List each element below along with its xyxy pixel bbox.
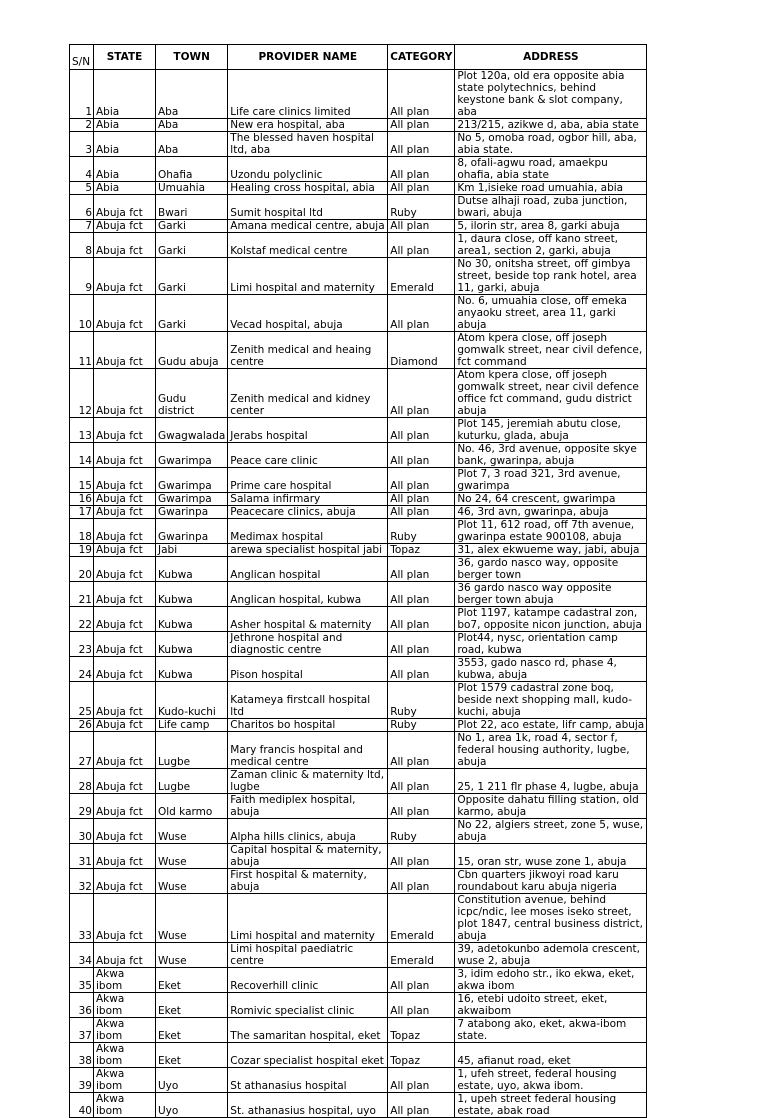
cell-sn: 30 (70, 819, 94, 844)
cell-town: Kubwa (156, 657, 228, 682)
cell-sn: 32 (70, 869, 94, 894)
cell-town: Kubwa (156, 557, 228, 582)
cell-provider-name: Amana medical centre, abuja (228, 220, 388, 233)
cell-state: Abuja fct (94, 443, 156, 468)
table-row (70, 943, 647, 968)
table-row (70, 369, 647, 418)
cell-sn: 3 (70, 132, 94, 157)
cell-provider-name: Limi hospital and maternity (228, 258, 388, 295)
cell-provider-name: Limi hospital and maternity (228, 894, 388, 943)
cell-town: Eket (156, 1043, 228, 1068)
cell-sn: 31 (70, 844, 94, 869)
cell-sn: 26 (70, 719, 94, 732)
cell-category: Emerald (388, 894, 455, 943)
cell-sn: 39 (70, 1068, 94, 1093)
cell-town: Wuse (156, 894, 228, 943)
cell-category: Topaz (388, 1043, 455, 1068)
cell-provider-name: Pison hospital (228, 657, 388, 682)
cell-state: Abuja fct (94, 369, 156, 418)
cell-provider-name: Zaman clinic & maternity ltd, lugbe (228, 769, 388, 794)
cell-provider-name: Katameya firstcall hospital ltd (228, 682, 388, 719)
table-row (70, 233, 647, 258)
cell-address: 36, gardo nasco way, opposite berger town (455, 557, 647, 582)
cell-town: Uyo (156, 1093, 228, 1118)
cell-provider-name: First hospital & maternity, abuja (228, 869, 388, 894)
cell-address: 45, afianut road, eket (455, 1043, 647, 1068)
cell-provider-name: St. athanasius hospital, uyo (228, 1093, 388, 1118)
table-row (70, 1093, 647, 1118)
cell-provider-name: The samaritan hospital, eket (228, 1018, 388, 1043)
cell-category: Ruby (388, 719, 455, 732)
table-row (70, 157, 647, 182)
cell-town: Wuse (156, 943, 228, 968)
cell-sn: 2 (70, 119, 94, 132)
table-row (70, 769, 647, 794)
cell-provider-name: Recoverhill clinic (228, 968, 388, 993)
cell-town: Umuahia (156, 182, 228, 195)
cell-state: Abuja fct (94, 769, 156, 794)
cell-town: Kubwa (156, 607, 228, 632)
cell-category: All plan (388, 732, 455, 769)
cell-sn: 14 (70, 443, 94, 468)
cell-sn: 10 (70, 295, 94, 332)
cell-address: 8, ofali-agwu road, amaekpu ohafia, abia state (455, 157, 647, 182)
cell-town: Garki (156, 220, 228, 233)
cell-provider-name: Zenith medical and kidney center (228, 369, 388, 418)
table-body (70, 70, 647, 1118)
cell-state: Akwa ibom (94, 1068, 156, 1093)
cell-address: 1, daura close, off kano street, area1, section 2, garki, abuja (455, 233, 647, 258)
cell-address: Plot 1197, katampe cadastral zon, bo7, opposite nicon junction, abuja (455, 607, 647, 632)
cell-sn: 6 (70, 195, 94, 220)
cell-sn: 1 (70, 70, 94, 119)
cell-state: Abia (94, 119, 156, 132)
cell-state: Abuja fct (94, 657, 156, 682)
cell-category: All plan (388, 493, 455, 506)
cell-sn: 13 (70, 418, 94, 443)
header-state: STATE (94, 45, 156, 70)
header-category: CATEGORY (388, 45, 455, 70)
cell-provider-name: Peacecare clinics, abuja (228, 506, 388, 519)
cell-address: Opposite dahatu filling station, old karmo, abuja (455, 794, 647, 819)
table-header (70, 45, 647, 70)
cell-address: No 5, omoba road, ogbor hill, aba, abia state. (455, 132, 647, 157)
cell-state: Akwa ibom (94, 993, 156, 1018)
cell-town: Kubwa (156, 582, 228, 607)
cell-state: Abuja fct (94, 233, 156, 258)
provider-table (69, 44, 647, 1118)
cell-town: Garki (156, 258, 228, 295)
cell-sn: 20 (70, 557, 94, 582)
cell-sn: 33 (70, 894, 94, 943)
cell-provider-name: Faith mediplex hospital, abuja (228, 794, 388, 819)
cell-town: Gwarinpa (156, 506, 228, 519)
cell-category: All plan (388, 1068, 455, 1093)
cell-category: Ruby (388, 519, 455, 544)
cell-state: Abuja fct (94, 719, 156, 732)
cell-provider-name: Prime care hospital (228, 468, 388, 493)
cell-category: Emerald (388, 258, 455, 295)
cell-category: All plan (388, 607, 455, 632)
cell-state: Abuja fct (94, 582, 156, 607)
cell-state: Abuja fct (94, 295, 156, 332)
cell-category: All plan (388, 443, 455, 468)
cell-address: 213/215, azikwe d, aba, abia state (455, 119, 647, 132)
cell-town: Gwarimpa (156, 443, 228, 468)
cell-sn: 40 (70, 1093, 94, 1118)
cell-category: Diamond (388, 332, 455, 369)
cell-sn: 17 (70, 506, 94, 519)
cell-town: Eket (156, 968, 228, 993)
cell-town: Lugbe (156, 769, 228, 794)
cell-sn: 15 (70, 468, 94, 493)
cell-address: Cbn quarters jikwoyi road karu roundabout karu abuja nigeria (455, 869, 647, 894)
table-row (70, 119, 647, 132)
cell-town: Jabi (156, 544, 228, 557)
table-row (70, 993, 647, 1018)
header-town: TOWN (156, 45, 228, 70)
cell-category: All plan (388, 557, 455, 582)
cell-town: Gudu abuja (156, 332, 228, 369)
cell-town: Gwarimpa (156, 468, 228, 493)
cell-sn: 27 (70, 732, 94, 769)
cell-state: Abuja fct (94, 195, 156, 220)
cell-state: Akwa ibom (94, 1043, 156, 1068)
cell-town: Wuse (156, 844, 228, 869)
cell-provider-name: Romivic specialist clinic (228, 993, 388, 1018)
table-row (70, 332, 647, 369)
cell-state: Abuja fct (94, 544, 156, 557)
cell-state: Akwa ibom (94, 1093, 156, 1118)
cell-town: Uyo (156, 1068, 228, 1093)
cell-state: Abuja fct (94, 258, 156, 295)
table-row (70, 295, 647, 332)
cell-sn: 25 (70, 682, 94, 719)
table-row (70, 794, 647, 819)
cell-state: Akwa ibom (94, 1018, 156, 1043)
cell-category: All plan (388, 582, 455, 607)
cell-town: Gwarinpa (156, 519, 228, 544)
cell-sn: 22 (70, 607, 94, 632)
cell-town: Garki (156, 295, 228, 332)
cell-state: Abuja fct (94, 844, 156, 869)
table-row (70, 195, 647, 220)
cell-provider-name: Asher hospital & maternity (228, 607, 388, 632)
cell-state: Abuja fct (94, 632, 156, 657)
cell-state: Abia (94, 70, 156, 119)
cell-state: Abia (94, 157, 156, 182)
cell-category: All plan (388, 632, 455, 657)
cell-sn: 16 (70, 493, 94, 506)
cell-category: All plan (388, 769, 455, 794)
cell-category: All plan (388, 506, 455, 519)
cell-address: 7 atabong ako, eket, akwa-ibom state. (455, 1018, 647, 1043)
cell-category: All plan (388, 869, 455, 894)
cell-address: No. 6, umuahia close, off emeka anyaoku street, area 11, garki abuja (455, 295, 647, 332)
cell-sn: 28 (70, 769, 94, 794)
cell-address: 15, oran str, wuse zone 1, abuja (455, 844, 647, 869)
cell-provider-name: Capital hospital & maternity, abuja (228, 844, 388, 869)
cell-state: Abuja fct (94, 794, 156, 819)
cell-town: Eket (156, 993, 228, 1018)
cell-address: 3553, gado nasco rd, phase 4, kubwa, abuja (455, 657, 647, 682)
cell-town: Kudo-kuchi (156, 682, 228, 719)
cell-category: All plan (388, 844, 455, 869)
cell-address: No 22, algiers street, zone 5, wuse, abuja (455, 819, 647, 844)
cell-address: No 1, area 1k, road 4, sector f, federal housing authority, lugbe, abuja (455, 732, 647, 769)
cell-state: Akwa ibom (94, 968, 156, 993)
table-row (70, 732, 647, 769)
cell-sn: 4 (70, 157, 94, 182)
cell-town: Wuse (156, 869, 228, 894)
cell-category: All plan (388, 369, 455, 418)
table-row (70, 493, 647, 506)
cell-state: Abuja fct (94, 819, 156, 844)
cell-state: Abuja fct (94, 519, 156, 544)
table-row (70, 506, 647, 519)
cell-provider-name: Mary francis hospital and medical centre (228, 732, 388, 769)
cell-town: Eket (156, 1018, 228, 1043)
cell-provider-name: Cozar specialist hospital eket (228, 1043, 388, 1068)
cell-address: 39, adetokunbo ademola crescent, wuse 2, abuja (455, 943, 647, 968)
cell-town: Bwari (156, 195, 228, 220)
table-row (70, 968, 647, 993)
cell-provider-name: Jerabs hospital (228, 418, 388, 443)
cell-provider-name: New era hospital, aba (228, 119, 388, 132)
cell-address: Atom kpera close, off joseph gomwalk street, near civil defence, fct command (455, 332, 647, 369)
cell-category: All plan (388, 132, 455, 157)
table-row (70, 258, 647, 295)
cell-sn: 11 (70, 332, 94, 369)
cell-state: Abuja fct (94, 332, 156, 369)
cell-address: No. 46, 3rd avenue, opposite skye bank, gwarinpa, abuja (455, 443, 647, 468)
cell-category: All plan (388, 119, 455, 132)
cell-category: All plan (388, 182, 455, 195)
cell-state: Abuja fct (94, 220, 156, 233)
cell-sn: 29 (70, 794, 94, 819)
table-row (70, 657, 647, 682)
cell-address: 31, alex ekwueme way, jabi, abuja (455, 544, 647, 557)
cell-category: All plan (388, 794, 455, 819)
cell-category: Topaz (388, 1018, 455, 1043)
table-row (70, 70, 647, 119)
table-row (70, 182, 647, 195)
cell-sn: 24 (70, 657, 94, 682)
table-row (70, 844, 647, 869)
cell-provider-name: Anglican hospital (228, 557, 388, 582)
cell-category: All plan (388, 1093, 455, 1118)
cell-provider-name: Vecad hospital, abuja (228, 295, 388, 332)
cell-sn: 19 (70, 544, 94, 557)
cell-sn: 5 (70, 182, 94, 195)
cell-town: Life camp (156, 719, 228, 732)
cell-town: Gudu district (156, 369, 228, 418)
cell-town: Kubwa (156, 632, 228, 657)
cell-provider-name: Sumit hospital ltd (228, 195, 388, 220)
cell-state: Abuja fct (94, 869, 156, 894)
cell-category: All plan (388, 157, 455, 182)
cell-provider-name: St athanasius hospital (228, 1068, 388, 1093)
cell-address: Plot 7, 3 road 321, 3rd avenue, gwarimpa (455, 468, 647, 493)
cell-category: All plan (388, 657, 455, 682)
cell-address: Plot 11, 612 road, off 7th avenue, gwarinpa estate 900108, abuja (455, 519, 647, 544)
cell-town: Lugbe (156, 732, 228, 769)
cell-provider-name: Healing cross hospital, abia (228, 182, 388, 195)
header-provider-name: PROVIDER NAME (228, 45, 388, 70)
table-row (70, 1043, 647, 1068)
cell-provider-name: Kolstaf medical centre (228, 233, 388, 258)
cell-provider-name: Medimax hospital (228, 519, 388, 544)
cell-sn: 9 (70, 258, 94, 295)
cell-address: Plot 1579 cadastral zone boq, beside next shopping mall, kudo-kuchi, abuja (455, 682, 647, 719)
cell-address: Plot 22, aco estate, lifr camp, abuja (455, 719, 647, 732)
cell-state: Abuja fct (94, 732, 156, 769)
cell-address: Constitution avenue, behind icpc/ndic, lee moses iseko street, plot 1847, central business district, abuja (455, 894, 647, 943)
cell-address: 16, etebi udoito street, eket, akwaibom (455, 993, 647, 1018)
cell-category: All plan (388, 295, 455, 332)
table-row (70, 443, 647, 468)
cell-category: All plan (388, 468, 455, 493)
cell-address: Km 1,isieke road umuahia, abia (455, 182, 647, 195)
table-row (70, 418, 647, 443)
table-row (70, 607, 647, 632)
cell-category: All plan (388, 70, 455, 119)
cell-provider-name: Limi hospital paediatric centre (228, 943, 388, 968)
table-row (70, 682, 647, 719)
table-row (70, 1068, 647, 1093)
cell-sn: 23 (70, 632, 94, 657)
table-row (70, 1018, 647, 1043)
cell-provider-name: Uzondu polyclinic (228, 157, 388, 182)
cell-address: Plot44, nysc, orientation camp road, kubwa (455, 632, 647, 657)
table-row (70, 519, 647, 544)
cell-address: 46, 3rd avn, gwarinpa, abuja (455, 506, 647, 519)
cell-state: Abuja fct (94, 418, 156, 443)
table-row (70, 557, 647, 582)
cell-category: Emerald (388, 943, 455, 968)
cell-state: Abuja fct (94, 943, 156, 968)
cell-state: Abuja fct (94, 557, 156, 582)
cell-town: Old karmo (156, 794, 228, 819)
cell-town: Aba (156, 119, 228, 132)
cell-address: 25, 1 211 flr phase 4, lugbe, abuja (455, 769, 647, 794)
cell-address: 3, idim edoho str., iko ekwa, eket, akwa ibom (455, 968, 647, 993)
cell-sn: 34 (70, 943, 94, 968)
header-address: ADDRESS (455, 45, 647, 70)
cell-state: Abia (94, 132, 156, 157)
cell-sn: 37 (70, 1018, 94, 1043)
table-row (70, 132, 647, 157)
table-row (70, 819, 647, 844)
cell-address: Dutse alhaji road, zuba junction, bwari, abuja (455, 195, 647, 220)
cell-address: Plot 120a, old era opposite abia state polytechnics, behind keystone bank & slot company, aba (455, 70, 647, 119)
cell-address: 1, upeh street federal housing estate, abak road (455, 1093, 647, 1118)
cell-category: Ruby (388, 682, 455, 719)
cell-category: Topaz (388, 544, 455, 557)
cell-provider-name: Life care clinics limited (228, 70, 388, 119)
cell-provider-name: Alpha hills clinics, abuja (228, 819, 388, 844)
header-row (70, 45, 647, 70)
cell-sn: 8 (70, 233, 94, 258)
cell-sn: 7 (70, 220, 94, 233)
cell-sn: 38 (70, 1043, 94, 1068)
cell-state: Abuja fct (94, 894, 156, 943)
cell-state: Abuja fct (94, 468, 156, 493)
cell-town: Aba (156, 132, 228, 157)
table-row (70, 632, 647, 657)
cell-provider-name: Anglican hospital, kubwa (228, 582, 388, 607)
cell-address: 1, ufeh street, federal housing estate, uyo, akwa ibom. (455, 1068, 647, 1093)
cell-category: All plan (388, 993, 455, 1018)
cell-sn: 35 (70, 968, 94, 993)
cell-provider-name: arewa specialist hospital jabi (228, 544, 388, 557)
cell-town: Ohafia (156, 157, 228, 182)
table-row (70, 220, 647, 233)
cell-sn: 12 (70, 369, 94, 418)
table-row (70, 894, 647, 943)
cell-state: Abuja fct (94, 506, 156, 519)
cell-state: Abuja fct (94, 607, 156, 632)
header-sn: S/N (70, 45, 94, 70)
table-row (70, 468, 647, 493)
cell-state: Abuja fct (94, 493, 156, 506)
table-row (70, 544, 647, 557)
cell-address: 5, ilorin str, area 8, garki abuja (455, 220, 647, 233)
cell-category: All plan (388, 233, 455, 258)
table-row (70, 869, 647, 894)
cell-address: Plot 145, jeremiah abutu close, kuturku, glada, abuja (455, 418, 647, 443)
cell-sn: 36 (70, 993, 94, 1018)
cell-town: Gwarimpa (156, 493, 228, 506)
cell-address: 36 gardo nasco way opposite berger town abuja (455, 582, 647, 607)
cell-category: Ruby (388, 195, 455, 220)
cell-category: All plan (388, 220, 455, 233)
cell-state: Abia (94, 182, 156, 195)
cell-provider-name: Salama infirmary (228, 493, 388, 506)
cell-provider-name: Jethrone hospital and diagnostic centre (228, 632, 388, 657)
cell-state: Abuja fct (94, 682, 156, 719)
cell-address: Atom kpera close, off joseph gomwalk street, near civil defence office fct command, gudu district abuja (455, 369, 647, 418)
cell-address: No 24, 64 crescent, gwarimpa (455, 493, 647, 506)
cell-provider-name: Charitos bo hospital (228, 719, 388, 732)
table-row (70, 719, 647, 732)
cell-sn: 18 (70, 519, 94, 544)
cell-provider-name: Zenith medical and heaing centre (228, 332, 388, 369)
cell-category: All plan (388, 418, 455, 443)
cell-address: No 30, onitsha street, off gimbya street, beside top rank hotel, area 11, garki, abuja (455, 258, 647, 295)
cell-town: Garki (156, 233, 228, 258)
table-row (70, 582, 647, 607)
cell-provider-name: The blessed haven hospital ltd, aba (228, 132, 388, 157)
cell-sn: 21 (70, 582, 94, 607)
cell-category: Ruby (388, 819, 455, 844)
cell-town: Gwagwalada (156, 418, 228, 443)
cell-town: Wuse (156, 819, 228, 844)
cell-category: All plan (388, 968, 455, 993)
cell-provider-name: Peace care clinic (228, 443, 388, 468)
cell-town: Aba (156, 70, 228, 119)
